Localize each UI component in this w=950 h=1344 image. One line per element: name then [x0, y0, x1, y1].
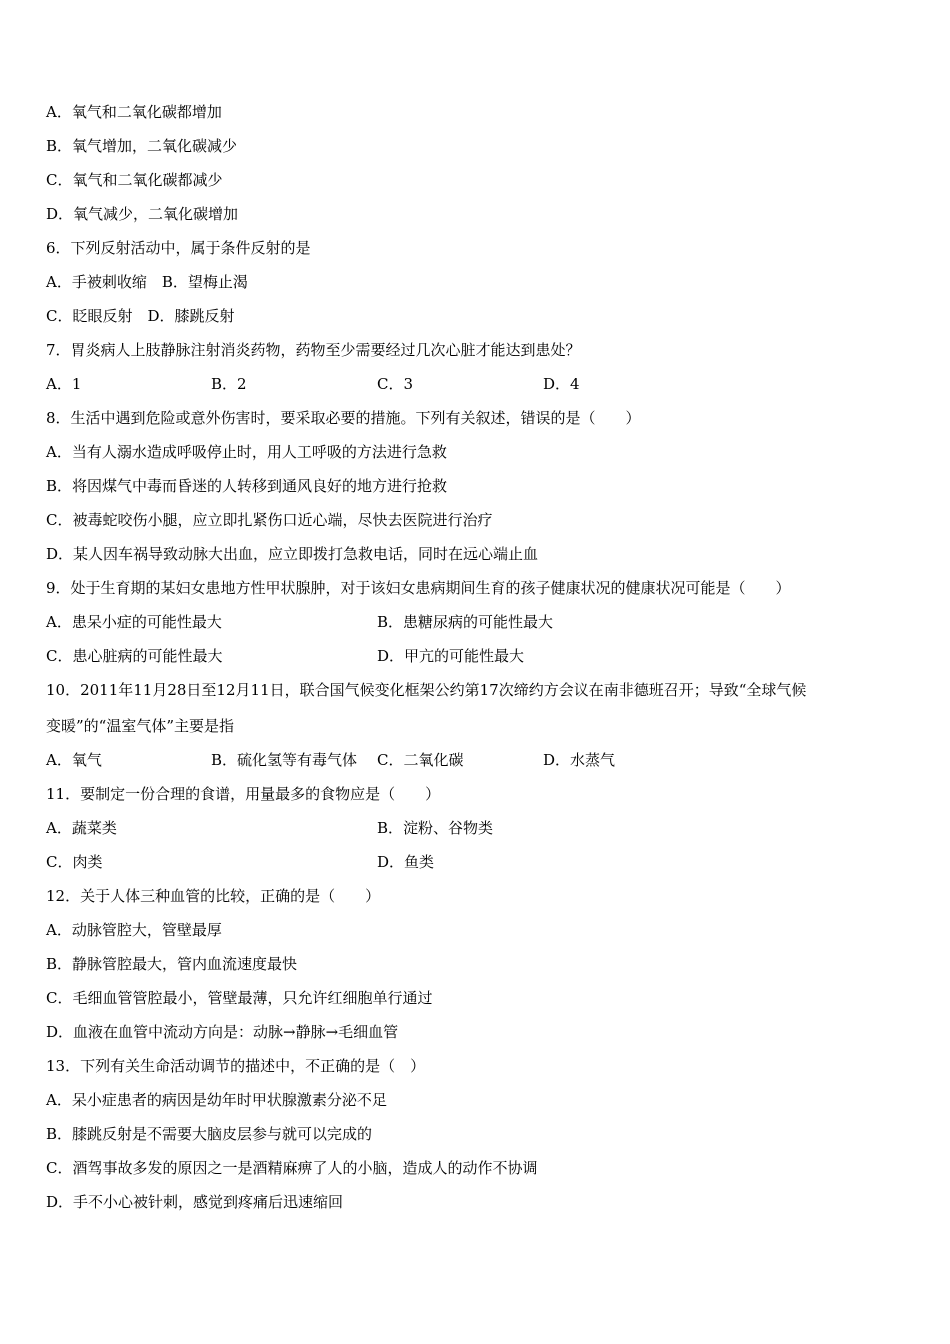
exam-page: [46, 98, 916, 1222]
question-9-option-d: D．甲亢的可能性最大: [377, 647, 525, 665]
question-8-option-a: A．当有人溺水造成呼吸停止时，用人工呼吸的方法进行急救: [46, 443, 447, 461]
question-9-option-a: A．患呆小症的可能性最大: [46, 613, 222, 631]
prev-option-b: B．氧气增加，二氧化碳减少: [46, 137, 238, 155]
prev-option-a: A．氧气和二氧化碳都增加: [46, 103, 222, 121]
question-11-option-a: A．蔬菜类: [46, 819, 117, 837]
question-10-stem-line1: 10．2011年11月28日至12月11日，联合国气候变化框架公约第17次缔约方会议在南非德班召开；导致“全球气候: [46, 681, 807, 699]
question-13-option-a: A．呆小症患者的病因是幼年时甲状腺激素分泌不足: [46, 1091, 387, 1109]
question-7-option-a: A．1: [46, 375, 82, 393]
question-6-options-row2: C．眨眼反射 D．膝跳反射: [46, 307, 235, 325]
question-11-options-row2: [46, 848, 916, 882]
question-12-option-b: B．静脉管腔最大，管内血流速度最快: [46, 955, 298, 973]
question-9-option-c: C．患心脏病的可能性最大: [46, 647, 223, 665]
question-8-option-d: D．某人因车祸导致动脉大出血，应立即拨打急救电话，同时在远心端止血: [46, 545, 539, 563]
question-10-option-a: A．氧气: [46, 751, 102, 769]
question-9-option-b: B．患糖尿病的可能性最大: [377, 613, 554, 631]
question-13-stem: 13．下列有关生命活动调节的描述中，不正确的是（ ）: [46, 1057, 426, 1075]
question-12-stem: 12．关于人体三种血管的比较，正确的是（ ）: [46, 887, 381, 905]
question-9-stem: 9．处于生育期的某妇女患地方性甲状腺肿，对于该妇女患病期间生育的孩子健康状况的健康状况可能是（ ）: [46, 579, 791, 597]
question-12-option-c: C．毛细血管管腔最小，管壁最薄，只允许红细胞单行通过: [46, 989, 433, 1007]
question-10-option-c: C．二氧化碳: [377, 751, 464, 769]
question-13-option-b: B．膝跳反射是不需要大脑皮层参与就可以完成的: [46, 1125, 373, 1143]
question-7-options: [46, 370, 916, 404]
question-9-options-row2: [46, 642, 916, 676]
question-7-option-d: D．4: [543, 375, 580, 393]
question-6-options-row1: A．手被刺收缩 B．望梅止渴: [46, 273, 248, 291]
question-11-option-c: C．肉类: [46, 853, 103, 871]
prev-option-c: C．氧气和二氧化碳都减少: [46, 171, 223, 189]
question-7-option-c: C．3: [377, 375, 414, 393]
question-8-option-b: B．将因煤气中毒而昏迷的人转移到通风良好的地方进行抢救: [46, 477, 448, 495]
question-11-option-b: B．淀粉、谷物类: [377, 819, 494, 837]
question-10-option-d: D．水蒸气: [543, 751, 616, 769]
question-12-option-a: A．动脉管腔大，管壁最厚: [46, 921, 222, 939]
question-10-option-b: B．硫化氢等有毒气体: [211, 751, 358, 769]
question-11-options-row1: [46, 814, 916, 848]
question-11-option-d: D．鱼类: [377, 853, 435, 871]
question-10-options: [46, 746, 916, 780]
question-10-stem-line2: 变暖”的“温室气体”主要是指: [46, 717, 235, 735]
question-6-stem: 6．下列反射活动中，属于条件反射的是: [46, 239, 311, 257]
question-7-option-b: B．2: [211, 375, 247, 393]
question-9-options-row1: [46, 608, 916, 642]
question-8-stem: 8．生活中遇到危险或意外伤害时，要采取必要的措施。下列有关叙述，错误的是（ ）: [46, 409, 641, 427]
question-8-option-c: C．被毒蛇咬伤小腿，应立即扎紧伤口近心端，尽快去医院进行治疗: [46, 511, 493, 529]
question-11-stem: 11．要制定一份合理的食谱，用量最多的食物应是（ ）: [46, 785, 441, 803]
question-7-stem: 7．胃炎病人上肢静脉注射消炎药物，药物至少需要经过几次心脏才能达到患处？: [46, 341, 581, 359]
question-13-option-c: C．酒驾事故多发的原因之一是酒精麻痹了人的小脑，造成人的动作不协调: [46, 1159, 538, 1177]
prev-option-d: D．氧气减少，二氧化碳增加: [46, 205, 239, 223]
question-12-option-d: D．血液在血管中流动方向是：动脉→静脉→毛细血管: [46, 1023, 399, 1041]
question-13-option-d: D．手不小心被针刺，感觉到疼痛后迅速缩回: [46, 1193, 344, 1211]
